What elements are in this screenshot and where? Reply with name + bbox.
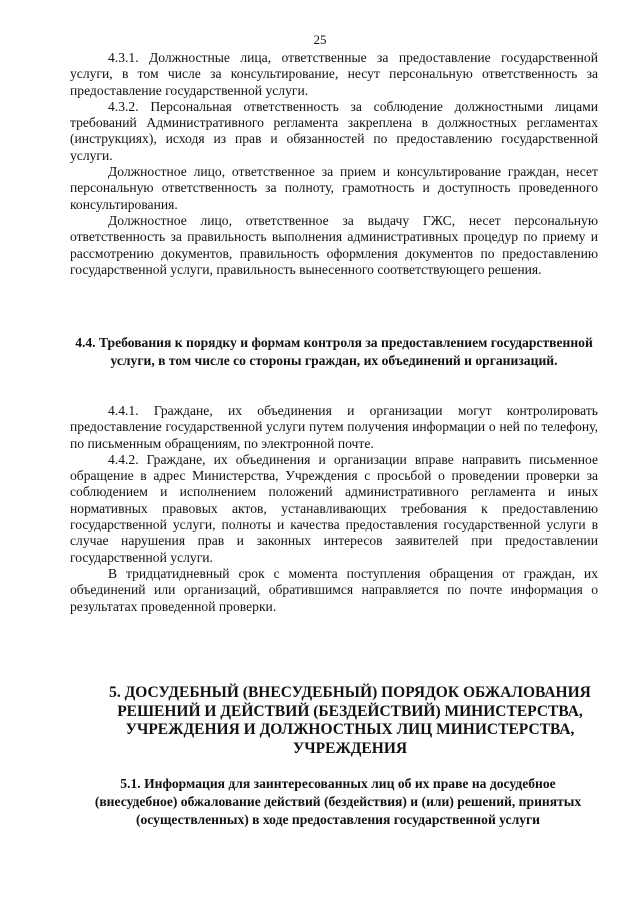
section-4-3-block (70, 50, 598, 278)
paragraph-issue-responsibility: Должностное лицо, ответственное за выдачу ГЖС, несет персональную ответственность за правильность выполнения административных процедур по приему и рассмотрению документов, правильность оформления документов по предоставлению государственной услуги, правильность вынесенного соответствующего решения. (70, 212, 598, 277)
paragraph-4-3-2: 4.3.2. Персональная ответственность за соблюдение должностными лицами требований Административного регламента закреплена в должностных регламентах (инструкциях), исходя из прав и обязанностей по предоставлению государственной услуги. (70, 98, 598, 163)
paragraph-4-3-1: 4.3.1. Должностные лица, ответственные за предоставление государственной услуги, в том числе за консультирование, несут персональную ответственность за предоставление государственной услуги. (70, 50, 598, 98)
paragraph-4-4-2: 4.4.2. Граждане, их объединения и организации вправе направить письменное обращение в адрес Министерства, Учреждения с просьбой о проведении проверки за соблюдением и исполнением положений административного регламента и иных нормативных правовых актов, устанавливающих требования к предоставлению государственной услуги, полноты и качества предоставления государственной услуги в случае нарушения прав и законных интересов заявителей при предоставлении государственной услуги. (70, 451, 598, 565)
section-4-4-block (70, 403, 598, 615)
heading-4-4: 4.4. Требования к порядку и формам контроля за предоставлением государственной услуги, в том числе со стороны граждан, их объединений и организаций. (75, 335, 593, 368)
heading-section-5: 5. ДОСУДЕБНЫЙ (ВНЕСУДЕБНЫЙ) ПОРЯДОК ОБЖАЛОВАНИЯ РЕШЕНИЙ И ДЕЙСТВИЙ (БЕЗДЕЙСТВИЙ) МИНИСТЕРСТВА, УЧРЕЖДЕНИЯ И ДОЛЖНОСТНЫХ ЛИЦ МИНИСТЕРСТВА, УЧРЕЖДЕНИЯ (109, 684, 591, 757)
paragraph-reception-responsibility: Должностное лицо, ответственное за прием и консультирование граждан, несет персональную ответственность за полноту, грамотность и доступность проведенного консультирования. (70, 164, 598, 212)
paragraph-thirty-day-term: В тридцатидневный срок с момента поступления обращения от граждан, их объединений или организаций, обратившимся направляется по почте информация о результатах проведенной проверки. (70, 565, 598, 614)
page-number: 25 (313, 32, 327, 47)
paragraph-4-4-1: 4.4.1. Граждане, их объединения и организации могут контролировать предоставление государственной услуги путем получения информации о ней по телефону, по письменным обращениям, по электронной почте. (70, 403, 598, 451)
heading-5-1: 5.1. Информация для заинтересованных лиц об их праве на досудебное (внесудебное) обжалование действий (бездействия) и (или) решений, принятых (осуществленных) в ходе предоставления государственной услуги (94, 776, 582, 827)
